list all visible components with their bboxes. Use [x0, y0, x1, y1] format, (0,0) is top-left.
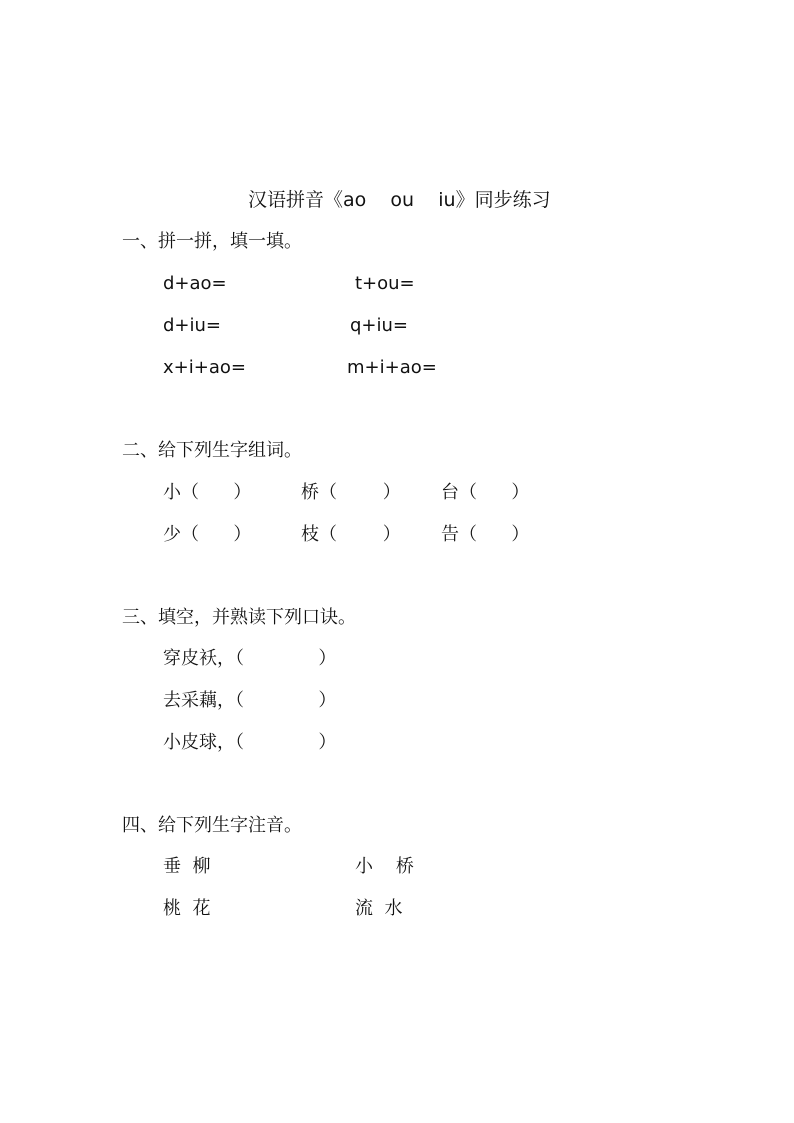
pinyin-item: t+ou= [355, 273, 415, 294]
character-pair: 流 水 [355, 898, 403, 919]
pinyin-item: x+i+ao= [163, 357, 246, 378]
rhyme-line: 小皮球，（ ） [163, 732, 337, 753]
character-pair: 桃 花 [163, 898, 211, 919]
pinyin-item: q+iu= [350, 315, 408, 336]
section-2-heading: 二、给下列生字组词。 [122, 440, 302, 461]
word-item: 告（ ） [441, 524, 530, 545]
section-3-heading: 三、填空，并熟读下列口诀。 [122, 607, 356, 628]
pinyin-item: d+iu= [163, 315, 221, 336]
page-title: 汉语拼音《ao ou iu》同步练习 [248, 189, 551, 211]
word-item: 枝（ ） [301, 524, 401, 545]
pinyin-item: d+ao= [163, 273, 227, 294]
section-1-heading: 一、拼一拼，填一填。 [122, 231, 302, 252]
word-item: 台（ ） [441, 482, 530, 503]
section-4-heading: 四、给下列生字注音。 [122, 815, 302, 836]
character-pair: 小 桥 [355, 856, 414, 877]
rhyme-line: 去采藕，（ ） [163, 690, 337, 711]
word-item: 少（ ） [163, 524, 252, 545]
rhyme-line: 穿皮袄，（ ） [163, 648, 337, 669]
pinyin-item: m+i+ao= [347, 357, 437, 378]
character-pair: 垂 柳 [163, 856, 211, 877]
word-item: 小（ ） [163, 482, 252, 503]
word-item: 桥（ ） [301, 482, 401, 503]
